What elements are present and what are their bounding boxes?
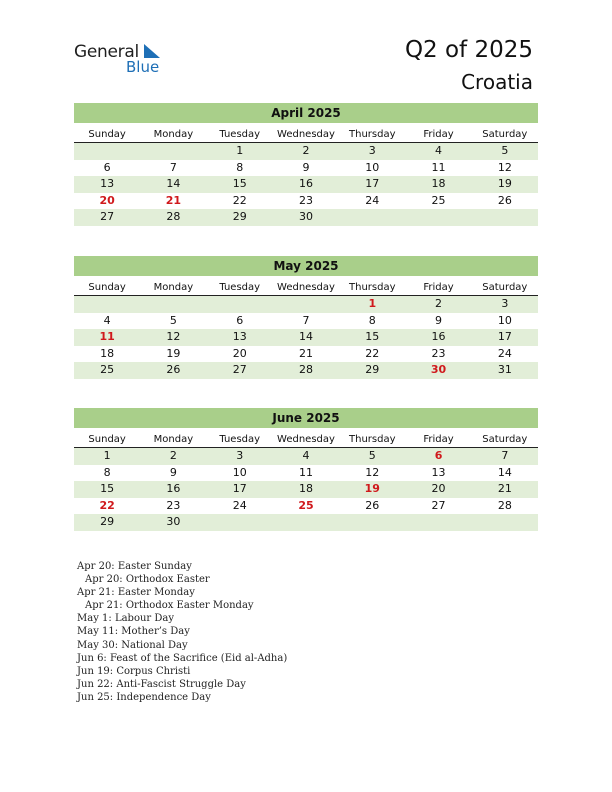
weekday-label: Saturday xyxy=(482,434,528,445)
weekday-label: Wednesday xyxy=(277,129,335,140)
day-cell: 18 xyxy=(298,482,313,495)
day-cell: 20 xyxy=(232,346,247,360)
day-cell: 10 xyxy=(365,160,380,174)
week-row xyxy=(74,176,538,193)
day-cell: 3 xyxy=(368,144,376,157)
weekday-label: Friday xyxy=(423,434,454,445)
weekday-label: Saturday xyxy=(482,282,528,293)
holiday-list-item: Jun 22: Anti-Fascist Struggle Day xyxy=(77,678,246,690)
day-cell: 1 xyxy=(103,449,111,462)
holiday-list-item: May 30: National Day xyxy=(77,639,188,651)
day-cell: 5 xyxy=(169,313,177,327)
weekday-header-row xyxy=(74,279,538,296)
holiday-list xyxy=(77,560,287,704)
day-cell: 28 xyxy=(166,210,181,223)
day-cell: 24 xyxy=(497,346,512,360)
day-cell: 11 xyxy=(298,465,313,479)
weekday-label: Friday xyxy=(423,129,454,140)
day-cell: 19 xyxy=(166,346,181,360)
weekday-label: Wednesday xyxy=(277,282,335,293)
week-row xyxy=(74,498,538,515)
weekday-label: Saturday xyxy=(482,129,528,140)
day-cell: 2 xyxy=(435,297,443,310)
week-row xyxy=(74,209,538,226)
month-title: June 2025 xyxy=(74,408,538,428)
weekday-label: Tuesday xyxy=(219,129,261,140)
weekday-header-row xyxy=(74,431,538,448)
weekday-label: Monday xyxy=(153,129,194,140)
weekday-label: Sunday xyxy=(88,129,126,140)
day-cell: 7 xyxy=(169,160,177,174)
day-cell: 2 xyxy=(302,144,310,157)
day-cell xyxy=(74,296,140,313)
day-cell: 22 xyxy=(365,346,380,360)
day-cell: 23 xyxy=(298,193,313,207)
week-row xyxy=(74,362,538,379)
day-cell: 26 xyxy=(497,193,512,207)
month-title: May 2025 xyxy=(74,256,538,276)
day-cell: 9 xyxy=(435,313,443,327)
day-cell: 4 xyxy=(435,144,443,157)
day-cell: 27 xyxy=(431,498,446,512)
day-cell xyxy=(140,296,206,313)
month-weeks xyxy=(74,143,538,226)
day-cell: 7 xyxy=(501,449,509,462)
month-calendar-may xyxy=(74,256,538,379)
day-cell: 22 xyxy=(232,193,247,207)
day-cell: 20 xyxy=(431,482,446,495)
day-cell: 5 xyxy=(501,144,509,157)
month-weeks xyxy=(74,296,538,379)
day-cell xyxy=(472,209,538,226)
day-cell: 18 xyxy=(431,177,446,190)
day-cell: 14 xyxy=(166,177,181,190)
holiday-list-item: Apr 21: Orthodox Easter Monday xyxy=(85,600,254,612)
day-cell: 4 xyxy=(103,313,111,327)
day-cell xyxy=(207,514,273,531)
day-cell xyxy=(140,143,206,160)
month-calendar-april xyxy=(74,103,538,226)
day-cell: 2 xyxy=(169,449,177,462)
week-row xyxy=(74,448,538,465)
logo-blue-text: Blue xyxy=(126,58,160,76)
day-cell: 7 xyxy=(302,313,310,327)
day-cell: 9 xyxy=(169,465,177,479)
day-cell: 5 xyxy=(368,449,376,462)
weekday-header-row xyxy=(74,126,538,143)
month-calendar-june xyxy=(74,408,538,531)
day-cell: 13 xyxy=(232,330,247,343)
logo xyxy=(74,42,174,78)
day-cell: 28 xyxy=(298,363,313,376)
day-cell: 12 xyxy=(166,330,181,343)
day-cell: 4 xyxy=(302,449,310,462)
day-cell: 12 xyxy=(365,465,380,479)
holiday-list-item: Jun 6: Feast of the Sacrifice (Eid al-Adha) xyxy=(77,652,288,664)
weekday-label: Friday xyxy=(423,282,454,293)
week-row xyxy=(74,160,538,177)
weekday-label: Monday xyxy=(153,282,194,293)
day-cell: 17 xyxy=(497,330,512,343)
week-row xyxy=(74,465,538,482)
weekday-label: Thursday xyxy=(349,282,396,293)
day-cell: 31 xyxy=(497,363,512,376)
holiday-day-cell: 11 xyxy=(99,330,115,343)
holiday-day-cell: 30 xyxy=(430,363,447,376)
day-cell: 8 xyxy=(368,313,376,327)
page-title: Q2 of 2025 xyxy=(404,37,533,63)
day-cell xyxy=(273,296,339,313)
day-cell xyxy=(405,514,471,531)
week-row xyxy=(74,481,538,498)
day-cell: 3 xyxy=(236,449,244,462)
day-cell: 29 xyxy=(100,515,115,528)
holiday-list-item: Apr 21: Easter Monday xyxy=(77,587,195,599)
day-cell: 13 xyxy=(431,465,446,479)
day-cell: 23 xyxy=(431,346,446,360)
weekday-label: Sunday xyxy=(88,434,126,445)
month-title: April 2025 xyxy=(74,103,538,123)
holiday-list-item: Jun 25: Independence Day xyxy=(77,691,211,703)
weekday-label: Wednesday xyxy=(277,434,335,445)
logo-flag-icon xyxy=(142,43,162,59)
holiday-day-cell: 22 xyxy=(99,498,115,512)
day-cell: 3 xyxy=(501,297,509,310)
day-cell: 17 xyxy=(232,482,247,495)
day-cell: 15 xyxy=(232,177,247,190)
week-row xyxy=(74,143,538,160)
day-cell: 25 xyxy=(100,363,115,376)
day-cell: 28 xyxy=(497,498,512,512)
day-cell xyxy=(339,514,405,531)
week-row xyxy=(74,346,538,363)
day-cell: 10 xyxy=(232,465,247,479)
holiday-day-cell: 6 xyxy=(434,449,443,462)
day-cell: 26 xyxy=(166,363,181,376)
holiday-day-cell: 19 xyxy=(364,482,380,495)
day-cell: 17 xyxy=(365,177,380,190)
holiday-list-item: Jun 19: Corpus Christi xyxy=(77,665,191,677)
logo-general-text: General xyxy=(74,42,139,62)
day-cell: 6 xyxy=(103,160,111,174)
week-row xyxy=(74,329,538,346)
day-cell: 21 xyxy=(298,346,313,360)
day-cell: 29 xyxy=(232,210,247,223)
week-row xyxy=(74,514,538,531)
country-name: Croatia xyxy=(461,70,533,94)
day-cell: 14 xyxy=(298,330,313,343)
weekday-label: Thursday xyxy=(349,129,396,140)
day-cell: 26 xyxy=(365,498,380,512)
day-cell: 30 xyxy=(166,515,181,528)
week-row xyxy=(74,313,538,330)
day-cell: 14 xyxy=(497,465,512,479)
weekday-label: Tuesday xyxy=(219,282,261,293)
weekday-label: Monday xyxy=(153,434,194,445)
day-cell: 8 xyxy=(236,160,244,174)
weekday-label: Thursday xyxy=(349,434,396,445)
day-cell: 16 xyxy=(431,330,446,343)
day-cell: 18 xyxy=(100,346,115,360)
day-cell: 27 xyxy=(232,363,247,376)
day-cell: 15 xyxy=(100,482,115,495)
day-cell: 29 xyxy=(365,363,380,376)
holiday-list-item: May 11: Mother’s Day xyxy=(77,626,190,638)
day-cell: 21 xyxy=(497,482,512,495)
day-cell: 6 xyxy=(236,313,244,327)
day-cell: 23 xyxy=(166,498,181,512)
day-cell: 8 xyxy=(103,465,111,479)
day-cell: 16 xyxy=(166,482,181,495)
day-cell: 13 xyxy=(100,177,115,190)
day-cell: 9 xyxy=(302,160,310,174)
week-row xyxy=(74,296,538,313)
day-cell: 24 xyxy=(365,193,380,207)
day-cell: 11 xyxy=(431,160,446,174)
day-cell: 19 xyxy=(497,177,512,190)
weekday-label: Tuesday xyxy=(219,434,261,445)
day-cell: 24 xyxy=(232,498,247,512)
holiday-day-cell: 21 xyxy=(165,193,182,207)
holiday-list-item: May 1: Labour Day xyxy=(77,613,174,625)
day-cell: 30 xyxy=(298,210,313,223)
holiday-list-item: Apr 20: Easter Sunday xyxy=(77,561,192,572)
day-cell: 25 xyxy=(431,193,446,207)
day-cell xyxy=(74,143,140,160)
day-cell: 16 xyxy=(298,177,313,190)
day-cell xyxy=(472,514,538,531)
day-cell: 1 xyxy=(236,144,244,157)
day-cell xyxy=(207,296,273,313)
holiday-list-item: Apr 20: Orthodox Easter xyxy=(85,574,210,586)
weekday-label: Sunday xyxy=(88,282,126,293)
day-cell xyxy=(273,514,339,531)
holiday-day-cell: 1 xyxy=(368,297,377,310)
day-cell: 12 xyxy=(497,160,512,174)
day-cell xyxy=(339,209,405,226)
holiday-day-cell: 20 xyxy=(99,193,115,207)
month-weeks xyxy=(74,448,538,531)
holiday-day-cell: 25 xyxy=(298,498,314,512)
day-cell xyxy=(405,209,471,226)
day-cell: 27 xyxy=(100,210,115,223)
day-cell: 10 xyxy=(497,313,512,327)
day-cell: 15 xyxy=(365,330,380,343)
week-row xyxy=(74,193,538,210)
